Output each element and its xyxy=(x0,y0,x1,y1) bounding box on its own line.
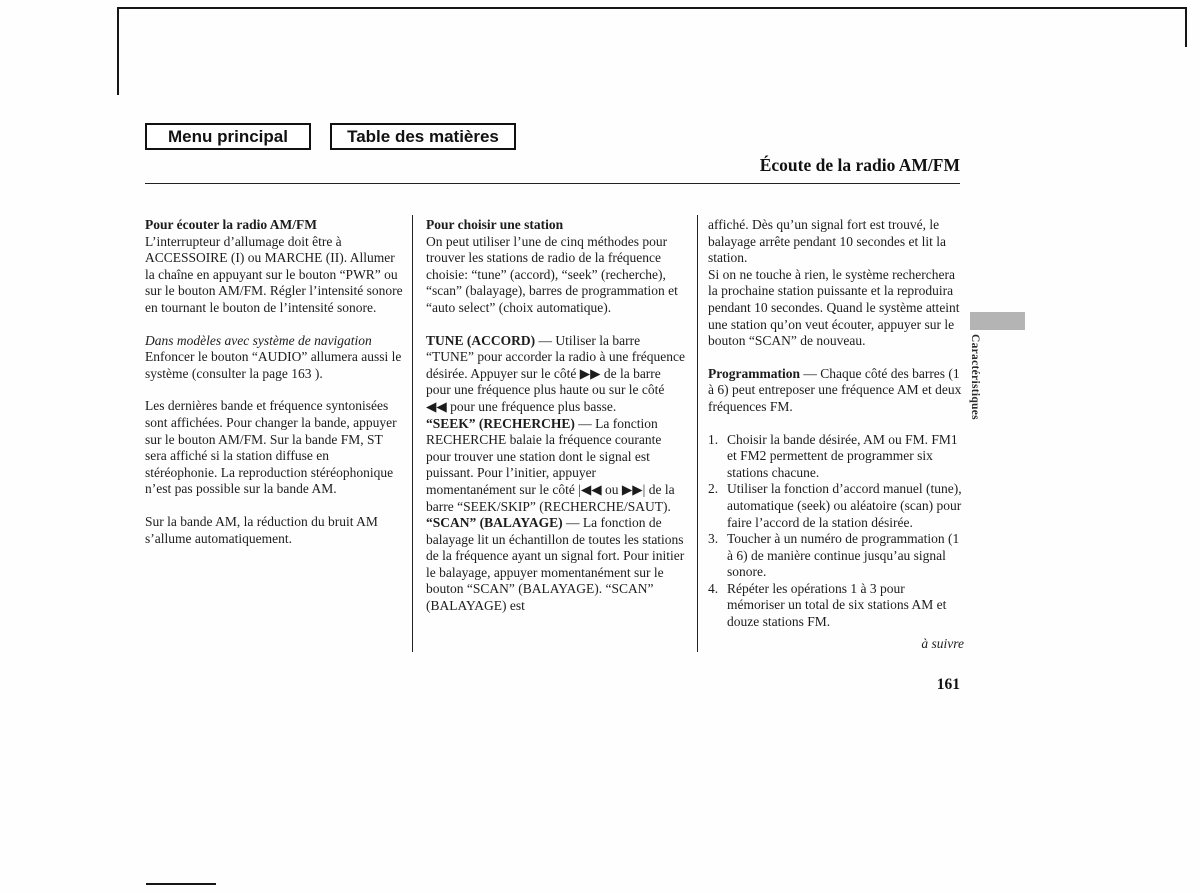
scan-edge-right xyxy=(1185,7,1187,47)
list-item xyxy=(708,432,964,482)
column-divider-1 xyxy=(412,215,413,652)
col2-intro: On peut utiliser l’une de cinq méthodes pour trouver les stations de radio de la fréquence choisie: “tune” (accord), “seek” (recherche), “scan” (balayage), barres de programmation et “auto select” (choix automatique). xyxy=(426,233,678,315)
col1-paragraph-1: L’interrupteur d’allumage doit être à ACCESSOIRE (I) ou MARCHE (II). Allumer la chaîne en appuyant sur le bouton “PWR” ou sur le bouton AM/FM. Régler l’intensité sonore en tournant le bouton de l’intensité sonore. xyxy=(145,233,403,315)
col3-paragraph-1: affiché. Dès qu’un signal fort est trouvé, le balayage arrête pendant 10 secondes et lit la station. xyxy=(708,217,947,266)
list-item-number: 4. xyxy=(708,580,719,596)
scan-edge-bottom xyxy=(146,883,216,885)
menu-principal-label: Menu principal xyxy=(168,126,288,146)
col1-navigation-note: Dans modèles avec système de navigation xyxy=(145,332,372,348)
page-number: 161 xyxy=(936,676,960,693)
continuation-marker: à suivre xyxy=(921,636,964,651)
tune-body: — Utiliser la barre “TUNE” pour accorder la radio à une fréquence désirée. Appuyer sur le côté ▶▶ de la barre pour une fréquence plus haute ou sur le côté ◀◀ pour une fréquence plus basse. xyxy=(426,332,685,414)
list-item-number: 1. xyxy=(708,431,719,447)
col1-paragraph-4: Sur la bande AM, la réduction du bruit AM s’allume automatiquement. xyxy=(145,513,378,546)
list-item-text: Choisir la bande désirée, AM ou FM. FM1 et FM2 permettent de programmer six stations chacune. xyxy=(727,431,958,480)
scan-edge-left xyxy=(117,7,119,95)
scan-label: “SCAN” (BALAYAGE) xyxy=(426,515,563,531)
menu-principal-button[interactable] xyxy=(145,123,311,150)
tune-label: TUNE (ACCORD) xyxy=(426,332,536,348)
programming-steps-list xyxy=(708,432,964,631)
list-item-number: 3. xyxy=(708,531,719,547)
programmation-label: Programmation xyxy=(708,365,800,381)
list-item-text: Toucher à un numéro de programmation (1 à 6) de manière continue jusqu’au signal sonore. xyxy=(727,531,960,580)
column-divider-2 xyxy=(697,215,698,652)
col1-paragraph-2: Enfoncer le bouton “AUDIO” allumera aussi le système (consulter la page 163 ). xyxy=(145,349,402,381)
col1-heading: Pour écouter la radio AM/FM xyxy=(145,217,317,232)
column-1 xyxy=(145,217,403,547)
column-3 xyxy=(708,217,964,631)
programmation-section xyxy=(708,366,964,416)
seek-section xyxy=(426,416,688,516)
list-item-number: 2. xyxy=(708,481,719,497)
col2-heading: Pour choisir une station xyxy=(426,217,564,232)
chapter-tab-marker xyxy=(970,312,1025,330)
seek-body: — La fonction RECHERCHE balaie la fréquence courante pour trouver une station dont le signal est puissant. Pour l’initier, appuyer momentanément sur le côté |◀◀ ou ▶▶| de la barre “SEEK/SKIP” (RECHERCHE/SAUT). xyxy=(426,415,675,514)
list-item-text: Répéter les opérations 1 à 3 pour mémoriser un total de six stations AM et douze stations FM. xyxy=(727,580,947,630)
tune-section xyxy=(426,333,688,416)
column-2 xyxy=(426,217,688,615)
seek-label: “SEEK” (RECHERCHE) xyxy=(426,415,575,431)
title-rule xyxy=(145,183,960,184)
chapter-tab-label: Caractéristiques xyxy=(969,334,981,420)
table-des-matieres-label: Table des matières xyxy=(347,126,499,146)
col1-paragraph-3: Les dernières bande et fréquence syntonisées sont affichées. Pour changer la bande, appuyer sur le bouton AM/FM. Sur la bande FM, ST sera affiché si la station diffuse en stéréophonie. La reproduction stéréophonique n’est pas possible sur la bande AM. xyxy=(145,398,397,497)
list-item xyxy=(708,581,964,631)
list-item xyxy=(708,481,964,531)
table-des-matieres-button[interactable] xyxy=(330,123,516,150)
scan-edge-top xyxy=(118,7,1187,9)
programmation-body: — Chaque côté des barres (1 à 6) peut entreposer une fréquence AM et deux fréquences FM. xyxy=(708,365,962,414)
list-item xyxy=(708,531,964,581)
page-title: Écoute de la radio AM/FM xyxy=(759,155,960,175)
list-item-text: Utiliser la fonction d’accord manuel (tune), automatique (seek) ou aléatoire (scan) pour faire l’accord de la station désirée. xyxy=(727,481,962,530)
scan-section xyxy=(426,515,688,615)
col3-paragraph-2: Si on ne touche à rien, le système recherchera la prochaine station puissante et la reproduira pendant 10 secondes. Quand le système atteint une station qu’on veut écouter, appuyer sur le bouton “SCAN” de nouveau. xyxy=(708,266,960,349)
scan-body: — La fonction de balayage lit un échantillon de toutes les stations de la fréquence ayant un signal fort. Pour initier le balayage, appuyer momentanément sur le bouton “SCAN” (BALAYAGE). “SCAN” (BALAYAGE) est xyxy=(426,515,685,614)
